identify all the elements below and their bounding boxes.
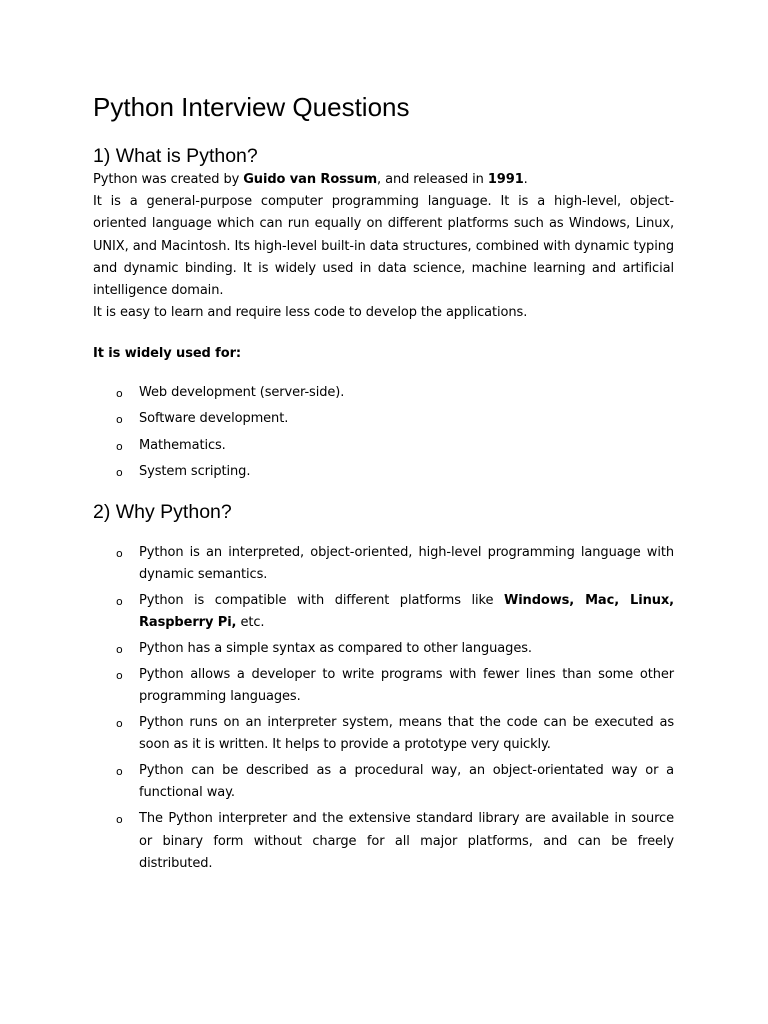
bullet-marker: o	[116, 643, 123, 657]
description-paragraph: It is a general-purpose computer programming language. It is a high-level, object-oriented language which can run equally on different platforms such as Windows, Linux, UNIX, and Macintosh. Its high-level built-in data structures, combined with dynamic typing and dynamic binding. It is widely used in data science, machine learning and artificial intelligence domain.	[93, 194, 674, 299]
list-item-text: Python runs on an interpreter system, means that the code can be executed as soon as it is written. It helps to provide a prototype very quickly.	[139, 715, 674, 753]
bullet-marker: o	[116, 717, 123, 731]
section-1-heading: 1) What is Python?	[93, 145, 258, 167]
list-item-text: Mathematics.	[139, 437, 226, 453]
list-item	[93, 382, 674, 404]
bullet-marker: o	[116, 439, 123, 453]
list-item	[93, 664, 674, 709]
intro-mid: , and released in	[377, 172, 488, 187]
list-item-text: Python has a simple syntax as compared to other languages.	[139, 641, 532, 657]
list-item-text-pre: Python is compatible with different platforms like	[139, 593, 504, 609]
uses-list	[93, 382, 674, 487]
bullet-marker: o	[116, 413, 123, 427]
bullet-marker: o	[116, 765, 123, 779]
list-item-text: Python can be described as a procedural way, an object-orientated way or a functional way.	[139, 763, 674, 801]
list-item-text-post: etc.	[236, 615, 265, 631]
section-2-heading: 2) Why Python?	[93, 501, 232, 523]
platforms-bold: Windows, Mac, Linux, Raspberry Pi,	[139, 593, 674, 631]
list-item-text: Python allows a developer to write programs with fewer lines than some other programming languages.	[139, 666, 674, 705]
bullet-marker: o	[116, 595, 123, 609]
bullet-marker: o	[116, 387, 123, 400]
page-title: Python Interview Questions	[93, 92, 410, 122]
list-item	[93, 712, 674, 757]
bullet-marker: o	[116, 465, 123, 479]
list-item-text: Python is an interpreted, object-oriented, high-level programming language with dynamic semantics.	[139, 545, 674, 583]
list-item	[93, 760, 674, 805]
list-item	[93, 435, 674, 457]
list-item	[93, 638, 674, 660]
uses-heading: It is widely used for:	[93, 346, 241, 361]
bullet-marker: o	[116, 813, 123, 827]
intro-pre: Python was created by	[93, 172, 244, 187]
list-item	[93, 542, 674, 587]
why-python-list	[93, 542, 674, 879]
creator-name: Guido van Rossum	[243, 172, 378, 187]
list-item-text: Web development (server-side).	[139, 385, 345, 400]
list-item-text: Software development.	[139, 411, 289, 427]
list-item-text: The Python interpreter and the extensive standard library are available in source or binary form without charge for all major platforms, and can be freely distributed.	[139, 811, 674, 871]
release-year: 1991	[487, 172, 524, 187]
list-item-text: System scripting.	[139, 463, 251, 479]
easy-to-learn-paragraph: It is easy to learn and require less code to develop the applications.	[93, 305, 528, 320]
list-item	[93, 408, 674, 430]
bullet-marker: o	[116, 668, 123, 682]
bullet-marker: o	[116, 547, 123, 560]
intro-line	[93, 169, 674, 191]
list-item	[93, 461, 674, 483]
list-item	[93, 590, 674, 635]
list-item	[93, 808, 674, 875]
intro-end: .	[523, 172, 528, 187]
